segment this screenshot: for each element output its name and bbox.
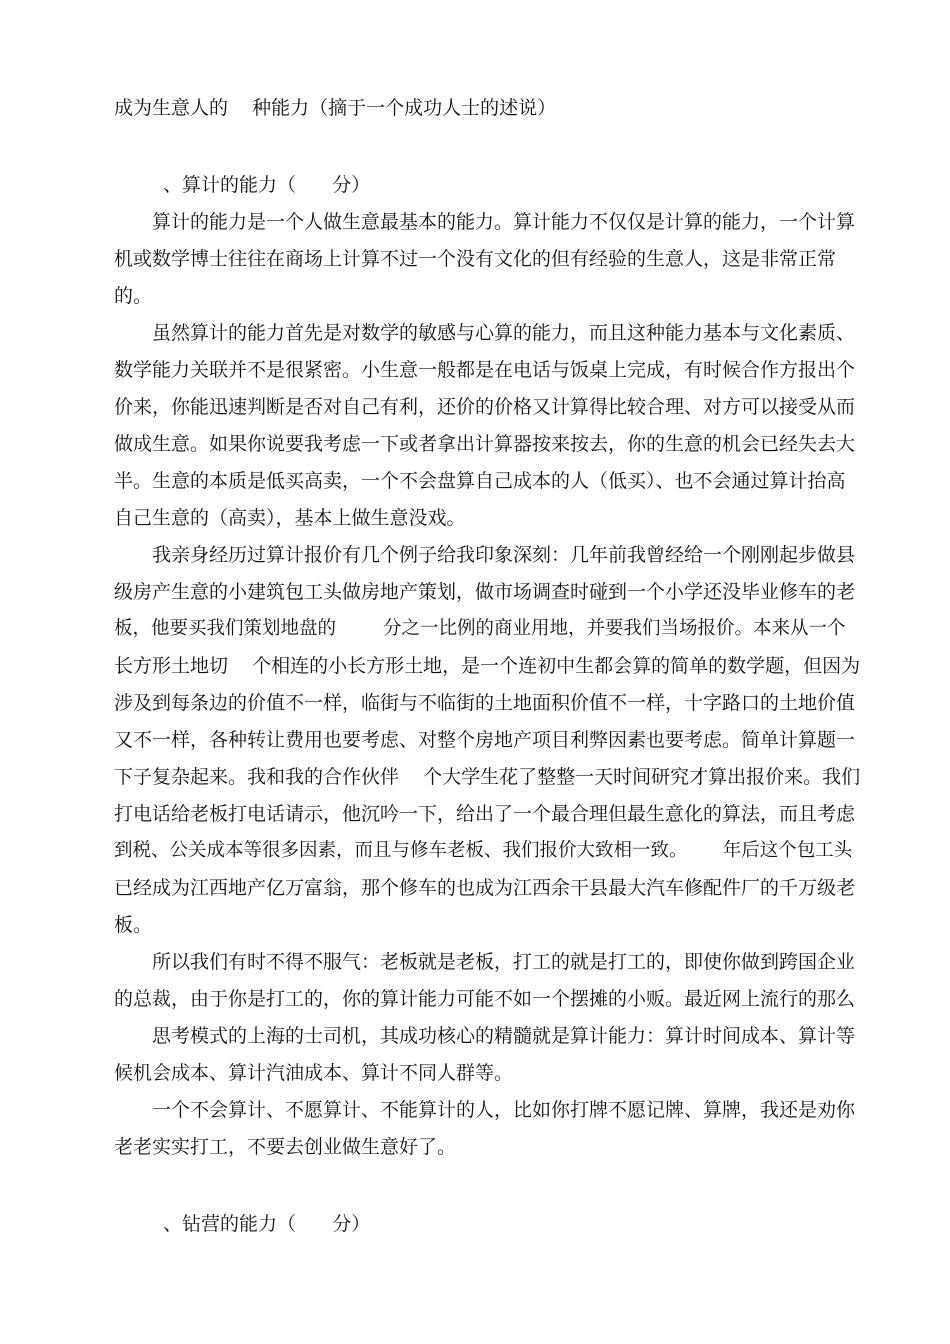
paragraph-line: 自己生意的（高卖），基本上做生意没戏。 (114, 507, 466, 529)
paragraph-line: 到税、公关成本等很多因素，而且与修车老板、我们报价大致相一致。 年后这个包工头 (114, 840, 853, 861)
paragraph-line: 涉及到每条边的价值不一样，临街与不临街的土地面积价值不一样，十字路口的土地价值 (114, 692, 856, 714)
paragraph-line: 板，他要买我们策划地盘的 分之一比例的商业用地，并要我们当场报价。本来从一个 (114, 618, 846, 639)
paragraph-line: 的总裁，由于你是打工的，你的算计能力可能不如一个摆摊的小贩。最近网上流行的那么 (114, 988, 856, 1010)
document-title: 成为生意人的 种能力（摘于一个成功人士的述说） (114, 97, 557, 119)
paragraph-line: 思考模式的上海的士司机，其成功核心的精髓就是算计能力：算计时间成本、算计等 (152, 1025, 856, 1047)
paragraph-line: 又不一样，各种转让费用也要考虑、对整个房地产项目利弊因素也要考虑。简单计算题一 (114, 729, 856, 751)
paragraph-line: 价来，你能迅速判断是否对自己有利，还价的价格又计算得比较合理、对方可以接受从而 (114, 396, 856, 418)
paragraph-line: 机或数学博士往往在商场上计算不过一个没有文化的但有经验的生意人，这是非常正常 (114, 248, 837, 270)
section-heading-calculation: 、算计的能力（ 分） (163, 174, 371, 196)
paragraph-line: 打电话给老板打电话请示，他沉吟一下，给出了一个最合理但最生意化的算法，而且考虑 (114, 803, 856, 825)
paragraph-line: 已经成为江西地产亿万富翁，那个修车的也成为江西余干县最大汽车修配件厂的千万级老 (114, 877, 856, 899)
paragraph-line: 虽然算计的能力首先是对数学的敏感与心算的能力，而且这种能力基本与文化素质、 (152, 322, 856, 344)
paragraph-line: 老老实实打工，不要去创业做生意好了。 (114, 1136, 457, 1158)
paragraph-line: 长方形土地切 个相连的小长方形土地，是一个连初中生都会算的简单的数学题，但因为 (114, 655, 861, 677)
paragraph-line: 我亲身经历过算计报价有几个例子给我印象深刻：几年前我曾经给一个刚刚起步做县 (152, 544, 856, 566)
paragraph-line: 候机会成本、算计汽油成本、算计不同人群等。 (114, 1062, 514, 1084)
paragraph-line: 级房产生意的小建筑包工头做房地产策划，做市场调查时碰到一个小学还没毕业修车的老 (114, 581, 856, 603)
paragraph-line: 板。 (114, 914, 153, 936)
paragraph-line: 所以我们有时不得不服气：老板就是老板，打工的就是打工的，即使你做到跨国企业 (152, 951, 856, 973)
section-heading-networking: 、钻营的能力（ 分） (163, 1213, 371, 1235)
paragraph-line: 半。生意的本质是低买高卖，一个不会盘算自己成本的人（低买）、也不会通过算计抬高 (114, 470, 846, 492)
paragraph-line: 算计的能力是一个人做生意最基本的能力。算计能力不仅仅是计算的能力，一个计算 (152, 211, 856, 233)
paragraph-line: 一个不会算计、不愿算计、不能算计的人，比如你打牌不愿记牌、算牌，我还是劝你 (152, 1099, 856, 1121)
paragraph-line: 数学能力关联并不是很紧密。小生意一般都是在电话与饭桌上完成，有时候合作方报出个 (114, 359, 856, 381)
paragraph-line: 做成生意。如果你说要我考虑一下或者拿出计算器按来按去，你的生意的机会已经失去大 (114, 433, 856, 455)
paragraph-line: 的。 (114, 285, 153, 307)
paragraph-line: 下子复杂起来。我和我的合作伙伴 个大学生花了整整一天时间研究才算出报价来。我们 (114, 766, 861, 788)
